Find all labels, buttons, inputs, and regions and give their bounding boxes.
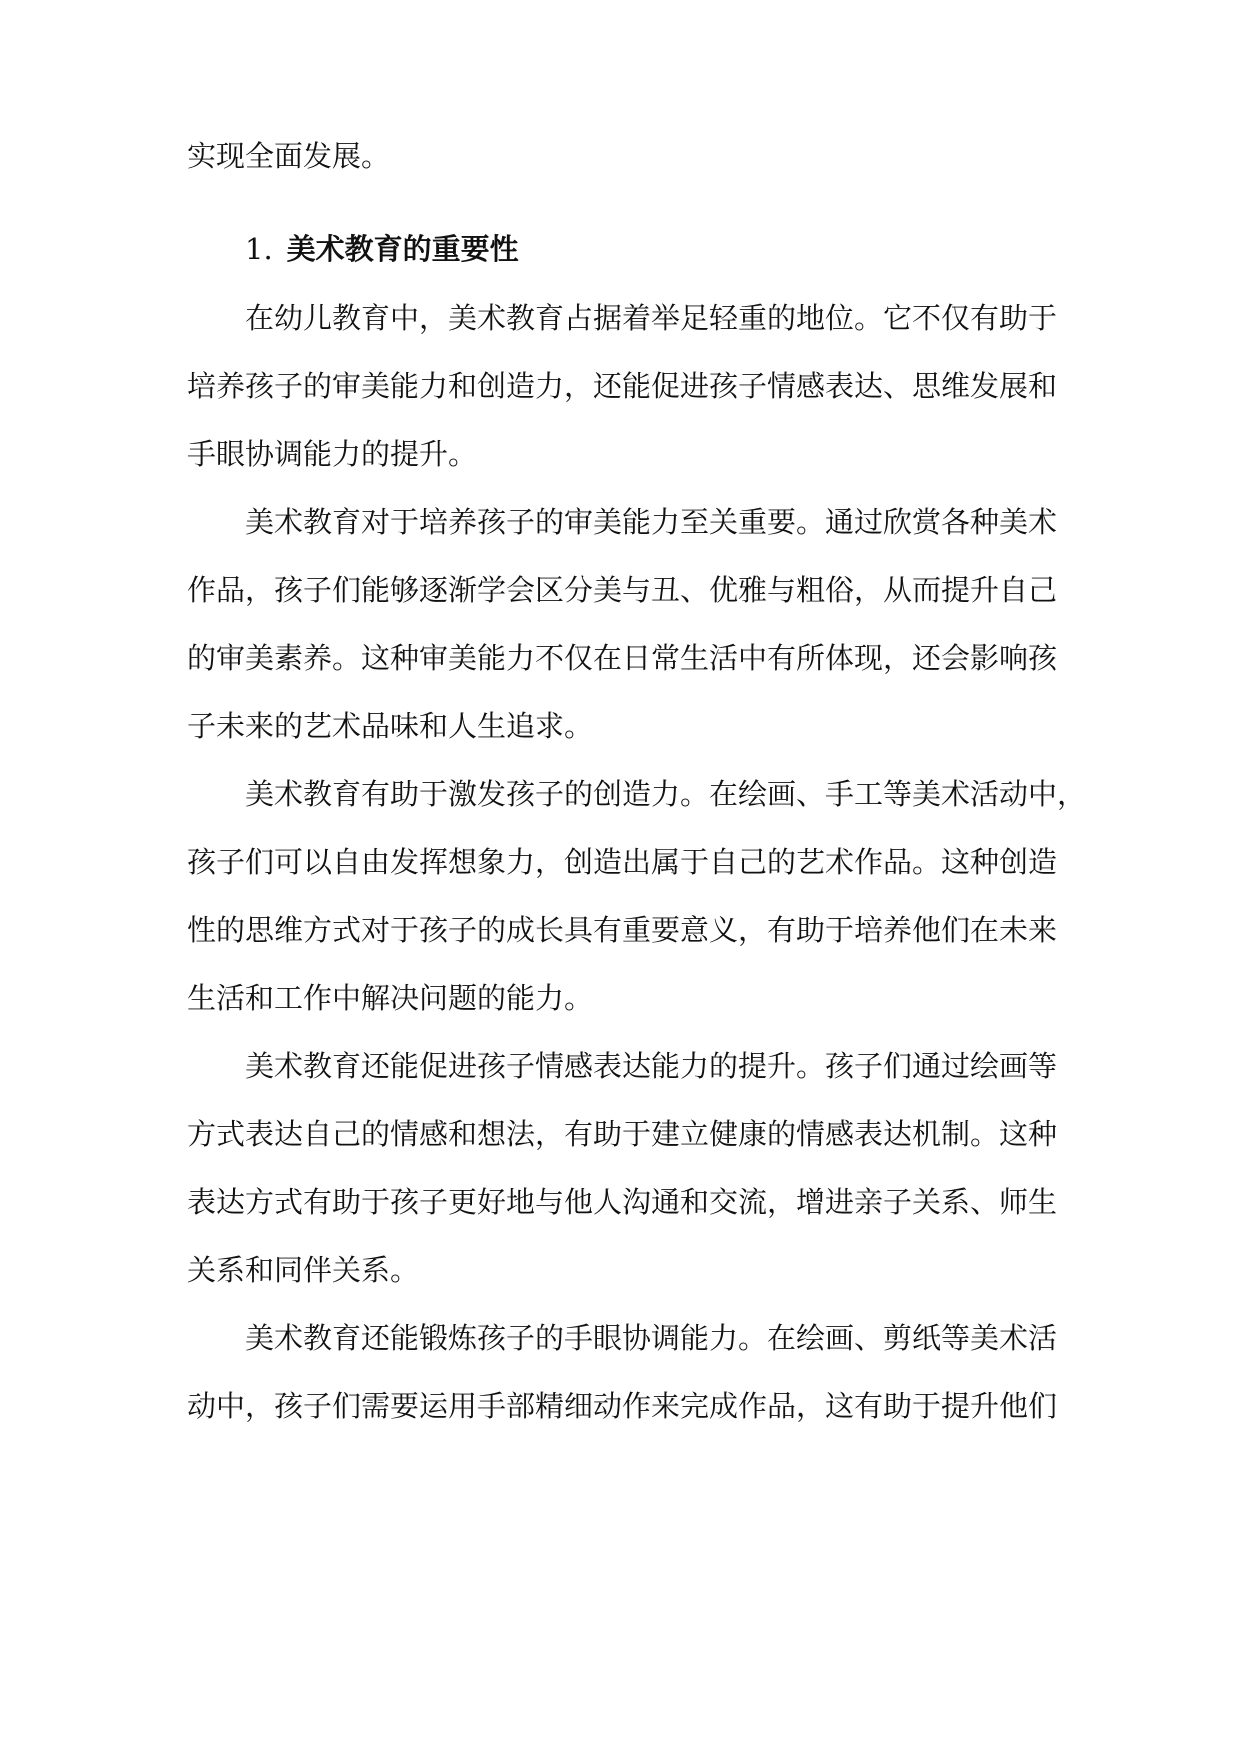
paragraph-4-line-3: 表达方式有助于孩子更好地与他人沟通和交流，增进亲子关系、师生	[187, 1185, 1058, 1219]
section-heading	[245, 229, 519, 269]
paragraph-4-line-2: 方式表达自己的情感和想法，有助于建立健康的情感表达机制。这种	[187, 1117, 1058, 1151]
paragraph-4-line-4: 关系和同伴关系。	[187, 1253, 420, 1287]
paragraph-3-line-2: 孩子们可以自由发挥想象力，创造出属于自己的艺术作品。这种创造	[187, 845, 1058, 879]
opening-line: 实现全面发展。	[187, 139, 391, 173]
paragraph-3-line-4: 生活和工作中解决问题的能力。	[187, 981, 594, 1015]
paragraph-3-line-1: 美术教育有助于激发孩子的创造力。在绘画、手工等美术活动中，	[245, 777, 1087, 811]
section-title: 美术教育的重要性	[286, 232, 519, 266]
paragraph-5-line-1: 美术教育还能锻炼孩子的手眼协调能力。在绘画、剪纸等美术活	[245, 1321, 1058, 1355]
paragraph-2-line-3: 的审美素养。这种审美能力不仅在日常生活中有所体现，还会影响孩	[187, 641, 1058, 675]
paragraph-3-line-3: 性的思维方式对于孩子的成长具有重要意义，有助于培养他们在未来	[187, 913, 1058, 947]
paragraph-1-line-1: 在幼儿教育中，美术教育占据着举足轻重的地位。它不仅有助于	[245, 301, 1058, 335]
paragraph-4-line-1: 美术教育还能促进孩子情感表达能力的提升。孩子们通过绘画等	[245, 1049, 1058, 1083]
paragraph-1-line-2: 培养孩子的审美能力和创造力，还能促进孩子情感表达、思维发展和	[187, 369, 1058, 403]
paragraph-2-line-4: 子未来的艺术品味和人生追求。	[187, 709, 594, 743]
paragraph-1-line-3: 手眼协调能力的提升。	[187, 437, 478, 471]
paragraph-2-line-2: 作品，孩子们能够逐渐学会区分美与丑、优雅与粗俗，从而提升自己	[187, 573, 1058, 607]
paragraph-5-line-2: 动中，孩子们需要运用手部精细动作来完成作品，这有助于提升他们	[187, 1389, 1058, 1423]
section-number: 1.	[245, 232, 273, 266]
paragraph-2-line-1: 美术教育对于培养孩子的审美能力至关重要。通过欣赏各种美术	[245, 505, 1058, 539]
